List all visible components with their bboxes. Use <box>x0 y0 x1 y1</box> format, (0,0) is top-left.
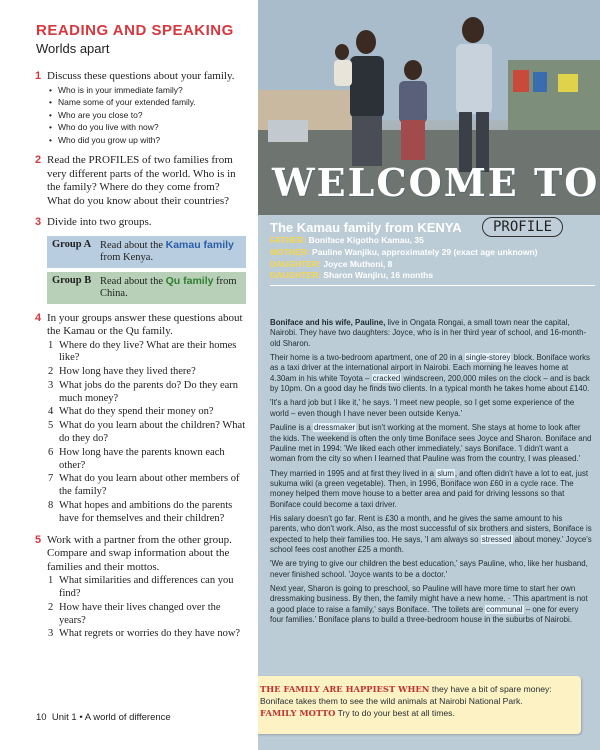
section-subtitle: Worlds apart <box>36 41 110 56</box>
family-name-highlight: Qu family <box>165 274 214 287</box>
question-item: 4 What do they spend their money on? <box>48 406 214 418</box>
profile-panel <box>258 0 600 750</box>
section-title: READING AND SPEAKING <box>36 22 234 39</box>
profile-badge: PROFILE <box>482 217 563 237</box>
question-item: 1 What similarities and differences can you find? <box>48 575 234 599</box>
family-member: DAUGHTER: Joyce Muthoni, 8 <box>270 258 393 269</box>
paragraph: Their home is a two-bedroom apartment, one of 20 in a single-storey block. Boniface works as a taxi driver at the international airport in Nairobi. Each morning he leaves home at 4.30am in his white Toyota – cracked windscreen, 200,000 miles on the clock – and is back by 10pm. On a good day he finds two clients. In a typical month he takes home about £140. <box>270 353 590 393</box>
task-instruction: Discuss these questions about your family. <box>47 70 235 82</box>
bullet-item: • Who do you live with now? <box>47 121 246 134</box>
article-text <box>270 318 592 630</box>
family-title: The Kamau family from KENYA <box>270 220 462 235</box>
group-label: Group A <box>52 238 92 250</box>
task-instruction: Divide into two groups. <box>47 216 152 228</box>
family-member: FATHER: Boniface Kigotho Kamau, 35 <box>270 235 424 245</box>
family-name-highlight: Kamau family <box>165 238 234 251</box>
group-a-box <box>47 236 246 268</box>
paragraph: Next year, Sharon is going to preschool, so Pauline will have more time to start her own dressmaking business. By then, the family might have a new home. · 'This apartment is not a good place to raise a family,' says Boniface. 'The toilets are communal – one for every four families.' Boniface plans to build a three-bedroom house in the suburbs of Nairobi. <box>270 584 588 625</box>
vocab-highlight: slum <box>437 468 454 478</box>
question-item: 2 How long have they lived there? <box>48 366 196 378</box>
question-item: 5 What do you learn about the children? What do they do? <box>48 420 246 445</box>
group-b-box <box>47 272 246 304</box>
paragraph: They married in 1995 and at first they lived in a slum, and often didn't have a lot to eat, just sukuma wiki (a green vegetable). Then, in 1996, Boniface won £60 in a cycle race. The money helped them move house to a better area and paid for driving lessons so that Boniface could become a taxi driver. <box>270 468 589 509</box>
unit-title: A world of difference <box>84 712 171 723</box>
paragraph: Boniface and his wife, Pauline, live in Ongata Rongai, a small town near the capital, Nairobi. They have two daughters: Joyce, who is in her third year of school, and 16-month-old Sharon. <box>270 318 587 348</box>
task-instruction: Read the PROFILES of two families from very different parts of the world. Who is in the family? Where do they come from? What do you know about their countries? <box>47 154 236 207</box>
question-item: 6 How long have the parents known each other? <box>48 446 225 471</box>
task-5 <box>36 534 246 641</box>
family-callout <box>258 676 581 734</box>
family-info <box>270 215 595 286</box>
task-1 <box>36 70 246 146</box>
group-instruction: Read about the Qu family from China. <box>100 274 237 299</box>
task-3 <box>36 216 246 304</box>
welcome-heading: WELCOME TO <box>272 160 600 205</box>
vocab-highlight: communal <box>486 604 523 614</box>
family-member: MOTHER: Pauline Wanjiku, approximately 29 (exact age unknown) <box>270 246 538 257</box>
task-4 <box>36 312 246 526</box>
task-number: 1 <box>35 70 42 82</box>
happiest-line: THE FAMILY ARE HAPPIEST WHEN they have a bit of spare money: Boniface takes them to see the wild animals at Nairobi National Park. <box>260 684 552 706</box>
question-item: 7 What do you learn about other members of the family? <box>48 473 240 498</box>
task-number: 4 <box>35 311 42 324</box>
task-2 <box>36 154 246 208</box>
vocab-highlight: single-storey <box>465 353 511 363</box>
vocab-highlight: stressed <box>481 534 512 544</box>
family-member: DAUGHTER: Sharon Wanjiru, 16 months <box>270 270 595 286</box>
page-footer: 10 Unit 1 • A world of difference <box>36 712 171 723</box>
exercise-column <box>0 0 258 750</box>
bullet-item: • Who are you close to? <box>47 109 246 122</box>
group-label: Group B <box>52 274 92 286</box>
task-number: 3 <box>35 216 42 228</box>
paragraph: 'It's a hard job but I like it,' he says. 'I meet new people, so I get some experience of the world – even though I have never been outside Kenya.' <box>270 398 575 418</box>
motto-line: FAMILY MOTTO Try to do your best at all times. <box>260 708 455 718</box>
page-number: 10 <box>36 712 47 723</box>
question-item: 3 What jobs do the parents do? Do they earn much money? <box>48 379 239 404</box>
bullet-item: • Name some of your extended family. <box>47 96 246 109</box>
task-number: 5 <box>35 533 42 546</box>
task-instruction: Work with a partner from the other group. Compare and swap information about the families and their mottos. <box>47 533 232 573</box>
question-item: 3 What regrets or worries do they have now? <box>48 628 241 640</box>
question-item: 2 How have their lives changed over the years? <box>48 601 221 626</box>
paragraph: Pauline is a dressmaker but isn't working at the moment. She stays at home to look after the kids. The weekend is often the only time Boniface sees Joyce and Sharon. Boniface and Pauline met in 1994: 'We liked each other immediately,' says Boniface. 'I didn't want a woman from the city so when I learned that Pauline was from the country, I was pleased.' <box>270 423 592 464</box>
task-number: 2 <box>35 154 42 166</box>
family-photo <box>258 0 600 215</box>
question-item: 1 Where do they live? What are their homes like? <box>48 339 237 364</box>
bullet-item: • Who did you grow up with? <box>47 134 246 147</box>
group-instruction: Read about the Kamau family from Kenya. <box>100 238 234 263</box>
paragraph: His salary doesn't go far. Rent is £30 a month, and he gives the same amount to his parents, who don't work. Also, as the most successful of six brothers and sisters, Boniface is expected to help their families too. He says, 'I am always so stressed about money.' Joyce's school fees cost another £25 a month. <box>270 513 592 554</box>
bullet-item: • Who is in your immediate family? <box>47 84 246 97</box>
vocab-highlight: dressmaker <box>314 423 356 433</box>
paragraph: 'We are trying to give our children the best education,' says Pauline, who, like her husband, never finished school. 'Joyce wants to be a doctor.' <box>270 559 588 579</box>
question-item: 8 What hopes and ambitions do the parents have for themselves and their children? <box>48 500 233 524</box>
vocab-highlight: cracked <box>372 373 401 383</box>
task-instruction: In your groups answer these questions about the Kamau or the Qu family. <box>47 311 243 337</box>
